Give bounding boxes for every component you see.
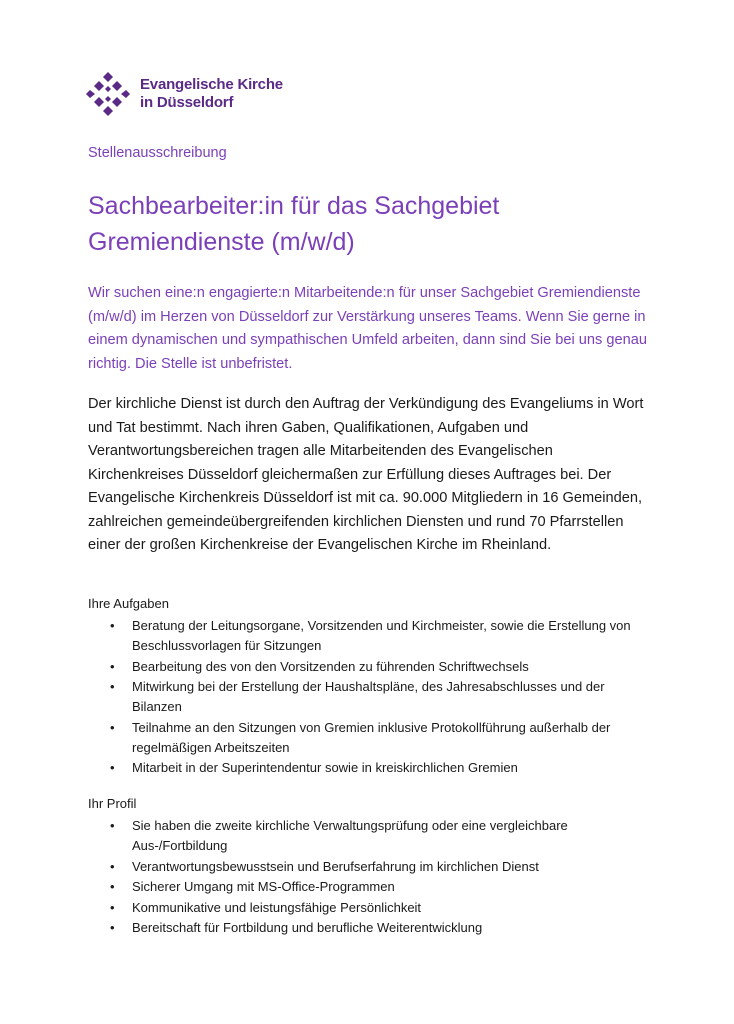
list-item (88, 816, 648, 856)
section-heading-profil: Ihr Profil (88, 796, 137, 811)
bullet-icon: • (110, 719, 115, 735)
list-item (88, 718, 648, 758)
bullet-icon: • (110, 858, 115, 874)
church-emblem-icon (86, 72, 130, 116)
bullet-icon: • (110, 760, 115, 775)
list-item (88, 877, 648, 897)
list-item (88, 758, 648, 778)
aufgaben-list (88, 616, 648, 779)
list-item-text: Mitarbeit in der Superintendentur sowie in kreiskirchlichen Gremien (132, 760, 518, 775)
logo-line-1: Evangelische Kirche (140, 76, 283, 93)
bullet-icon: • (110, 920, 115, 935)
list-item (88, 918, 648, 938)
profil-list (88, 816, 648, 939)
bullet-icon: • (110, 658, 115, 674)
list-item-text: Teilnahme an den Sitzungen von Gremien inklusive Protokollführung außerhalb der regelmäßigen Arbeitszeiten (132, 719, 611, 755)
body-paragraph: Der kirchliche Dienst ist durch den Auftrag der Verkündigung des Evangeliums in Wort und Tat bestimmt. Nach ihren Gaben, Qualifikationen, Aufgaben und Verantwortungsbereichen tragen alle Mitarbeitenden des Evangelischen Kirchenkreises Düsseldorf gleichermaßen zur Erfüllung dieses Auftrages bei. Der Evangelische Kirchenkreis Düsseldorf ist mit ca. 90.000 Mitgliedern in 16 Gemeinden, zahlreichen gemeindeübergreifenden kirchlichen Diensten und rund 70 Pfarrstellen einer der großen Kirchenkreise der Evangelischen Kirche im Rheinland. (88, 396, 644, 553)
list-item-text: Bereitschaft für Fortbildung und berufliche Weiterentwicklung (132, 920, 483, 935)
list-item-text: Beratung der Leitungsorgane, Vorsitzenden und Kirchmeister, sowie die Erstellung von Beschlussvorlagen für Sitzungen (132, 618, 631, 653)
bullet-icon: • (110, 879, 115, 894)
title-line-1: Sachbearbeiter:in für das Sachgebiet (88, 192, 500, 220)
bullet-icon: • (110, 618, 115, 633)
section-heading-aufgaben: Ihre Aufgaben (88, 596, 169, 611)
list-item (88, 677, 648, 717)
title-line-2: Gremiendienste (m/w/d) (88, 228, 355, 256)
church-logo (86, 72, 283, 116)
list-item-text: Mitwirkung bei der Erstellung der Haushaltspläne, des Jahresabschlusses und der Bilanzen (132, 679, 605, 714)
list-item-text: Verantwortungsbewusstsein und Berufserfahrung im kirchlichen Dienst (132, 858, 539, 874)
bullet-icon: • (110, 818, 115, 833)
list-item (88, 857, 648, 877)
list-item (88, 616, 648, 656)
page-title (88, 188, 668, 260)
bullet-icon: • (110, 679, 115, 694)
logo-line-2: in Düsseldorf (140, 94, 234, 111)
list-item (88, 898, 648, 918)
list-item-text: Kommunikative und leistungsfähige Persönlichkeit (132, 899, 422, 915)
list-item-text: Bearbeitung des von den Vorsitzenden zu führenden Schriftwechsels (132, 658, 529, 674)
list-item-text: Sicherer Umgang mit MS-Office-Programmen (132, 879, 395, 894)
list-item (88, 657, 648, 677)
list-item-text: Sie haben die zweite kirchliche Verwaltungsprüfung oder eine vergleichbare Aus-/Fortbildung (132, 818, 568, 853)
document-type-label: Stellenausschreibung (88, 145, 227, 161)
intro-paragraph: Wir suchen eine:n engagierte:n Mitarbeitende:n für unser Sachgebiet Gremiendienste (m/w/d) im Herzen von Düsseldorf zur Verstärkung unseres Teams. Wenn Sie gerne in einem dynamischen und sympathischen Umfeld arbeiten, dann sind Sie bei uns genau richtig. Die Stelle ist unbefristet. (88, 285, 647, 372)
bullet-icon: • (110, 899, 115, 915)
